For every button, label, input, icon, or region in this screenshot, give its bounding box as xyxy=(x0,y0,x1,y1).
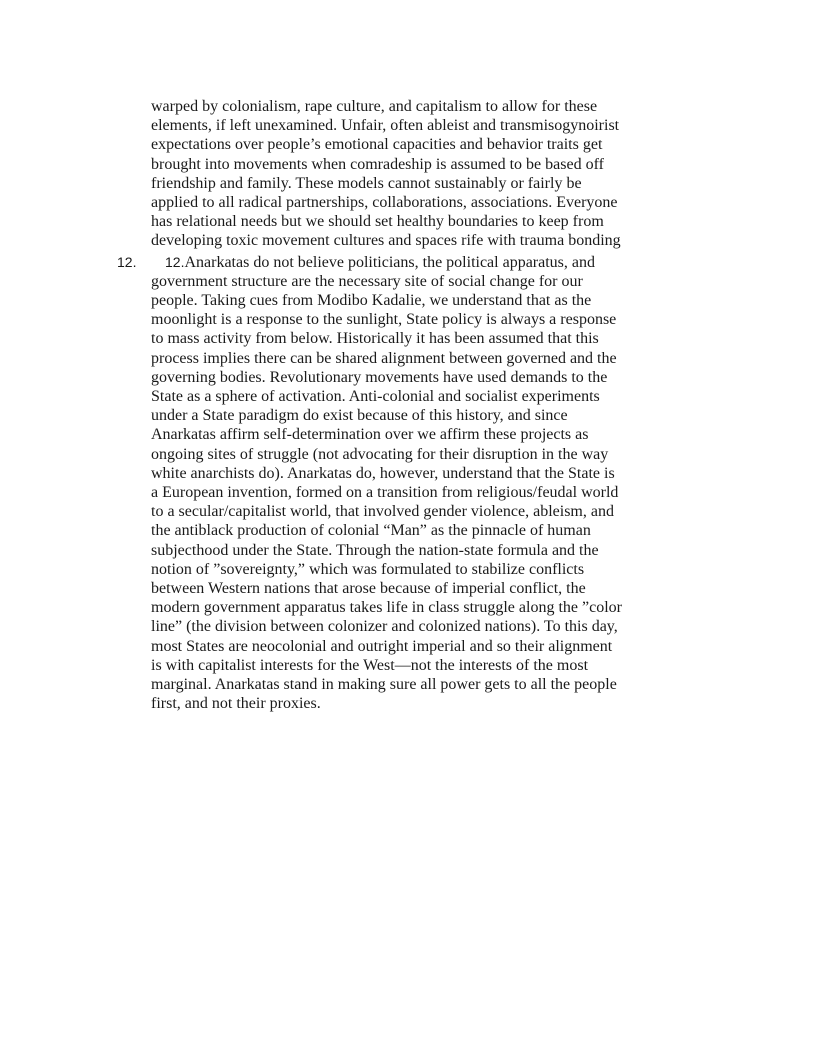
text-line: to a secular/capitalist world, that involved gender violence, ableism, and xyxy=(151,503,614,520)
text-line: developing toxic movement cultures and spaces rife with trauma bonding xyxy=(151,232,621,249)
text-line: warped by colonialism, rape culture, and capitalism to allow for these xyxy=(151,98,598,115)
text-line: governing bodies. Revolutionary movements have used demands to the xyxy=(151,369,608,386)
text-line: white anarchists do). Anarkatas do, however, understand that the State is xyxy=(151,465,615,482)
text-line: notion of ”sovereignty,” which was formulated to stabilize conflicts xyxy=(151,561,585,578)
text-line: between Western nations that arose because of imperial conflict, the xyxy=(151,580,586,597)
list-item-first-line xyxy=(150,253,595,272)
inline-item-number: 12. xyxy=(165,254,185,270)
text-line: to mass activity from below. Historically it has been assumed that this xyxy=(151,330,599,347)
text-line: a European invention, formed on a transition from religious/feudal world xyxy=(151,484,619,501)
text-line: under a State paradigm do exist because of this history, and since xyxy=(151,407,568,424)
text-line: most States are neocolonial and outright imperial and so their alignment xyxy=(151,638,613,655)
list-item-number: 12. xyxy=(117,254,137,270)
text-line: moonlight is a response to the sunlight, State policy is always a response xyxy=(151,311,617,328)
text-line: government structure are the necessary site of social change for our xyxy=(151,273,583,290)
text-line: people. Taking cues from Modibo Kadalie, we understand that as the xyxy=(151,292,592,309)
text-line: elements, if left unexamined. Unfair, often ableist and transmisogynoirist xyxy=(151,117,620,134)
text-line: friendship and family. These models cannot sustainably or fairly be xyxy=(151,175,582,192)
text-line: is with capitalist interests for the West—not the interests of the most xyxy=(151,657,589,674)
text-line: Anarkatas affirm self-determination over we affirm these projects as xyxy=(151,426,589,443)
list-item-text: Anarkatas do not believe politicians, the political apparatus, and xyxy=(184,254,596,271)
text-line: ongoing sites of struggle (not advocating for their disruption in the way xyxy=(151,446,609,463)
text-line: applied to all radical partnerships, collaborations, associations. Everyone xyxy=(151,194,618,211)
text-line: process implies there can be shared alignment between governed and the xyxy=(151,350,617,367)
text-line: the antiblack production of colonial “Man” as the pinnacle of human xyxy=(151,522,591,539)
text-line: marginal. Anarkatas stand in making sure all power gets to all the people xyxy=(151,676,617,693)
text-line: has relational needs but we should set healthy boundaries to keep from xyxy=(151,213,604,230)
text-line: State as a sphere of activation. Anti-colonial and socialist experiments xyxy=(151,388,600,405)
text-line: first, and not their proxies. xyxy=(151,695,321,712)
text-line: modern government apparatus takes life in class struggle along the ”color xyxy=(151,599,622,616)
text-line: line” (the division between colonizer and colonized nations). To this day, xyxy=(151,618,618,635)
text-line: subjecthood under the State. Through the nation-state formula and the xyxy=(151,542,599,559)
text-line: expectations over people’s emotional capacities and behavior traits get xyxy=(151,136,603,153)
text-line: brought into movements when comradeship is assumed to be based off xyxy=(151,156,604,173)
